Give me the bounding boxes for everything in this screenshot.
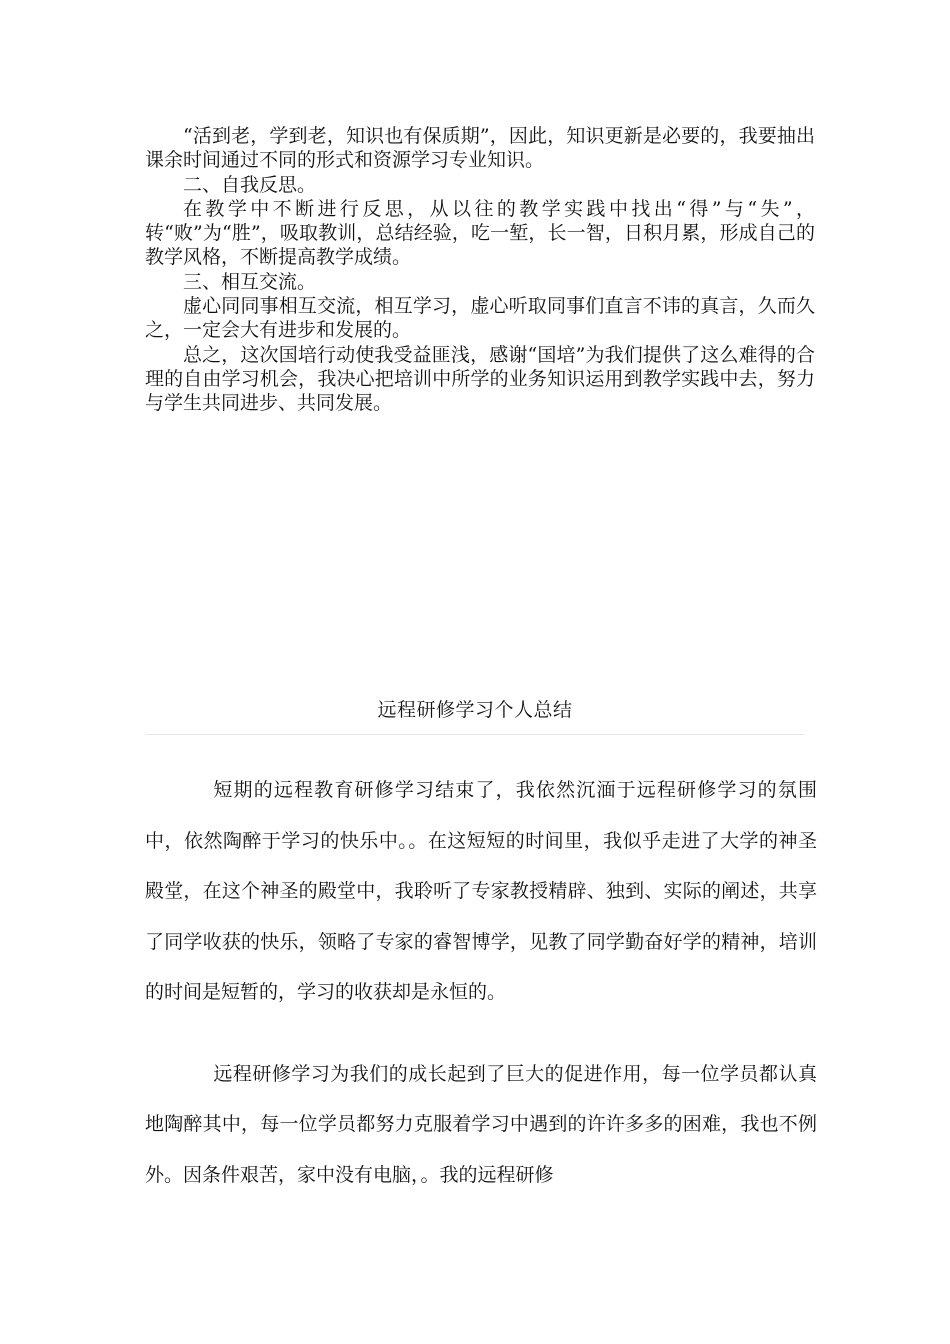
title-divider <box>145 734 805 735</box>
previous-article-continuation <box>145 124 815 416</box>
heading-self-reflection: 二、自我反思。 <box>183 173 317 196</box>
paragraph-self-reflection: 在教学中不断进行反思，从以往的教学实践中找出“得”与“失”，转“败”为“胜”，吸取教训，总结经验，吃一堑，长一智，日积月累，形成自己的教学风格，不断提高教学成绩。 <box>145 197 815 269</box>
paragraph-conclusion: 总之，这次国培行动使我受益匪浅，感谢“国培”为我们提供了这么难得的合理的自由学习机会，我决心把培训中所学的业务知识运用到教学实践中去，努力与学生共同进步、共同发展。 <box>145 343 815 415</box>
paragraph-knowledge-update: “活到老，学到老，知识也有保质期”，因此，知识更新是必要的，我要抽出课余时间通过不同的形式和资源学习专业知识。 <box>145 125 815 172</box>
article-body <box>145 765 817 1200</box>
paragraph-mutual-exchange: 虚心同同事相互交流，相互学习，虚心听取同事们直言不讳的真言，久而久之，一定会大有进步和发展的。 <box>145 295 815 342</box>
article-paragraph: 远程研修学习为我们的成长起到了巨大的促进作用，每一位学员都认真地陶醉其中，每一位学员都努力克服着学习中遇到的许许多多的困难，我也不例外。因条件艰苦，家中没有电脑，。我的远程研修 <box>145 1062 817 1186</box>
heading-mutual-exchange: 三、相互交流。 <box>183 270 317 293</box>
article-paragraph: 短期的远程教育研修学习结束了，我依然沉湎于远程研修学习的氛围中，依然陶醉于学习的快乐中。。在这短短的时间里，我似乎走进了大学的神圣殿堂，在这个神圣的殿堂中，我聆听了专家教授精辟、独到、实际的阐述，共享了同学收获的快乐，领略了专家的睿智博学，见教了同学勤奋好学的精神，培训的时间是短暂的，学习的收获却是永恒的。 <box>145 779 817 1003</box>
article-title: 远程研修学习个人总结 <box>377 699 573 721</box>
